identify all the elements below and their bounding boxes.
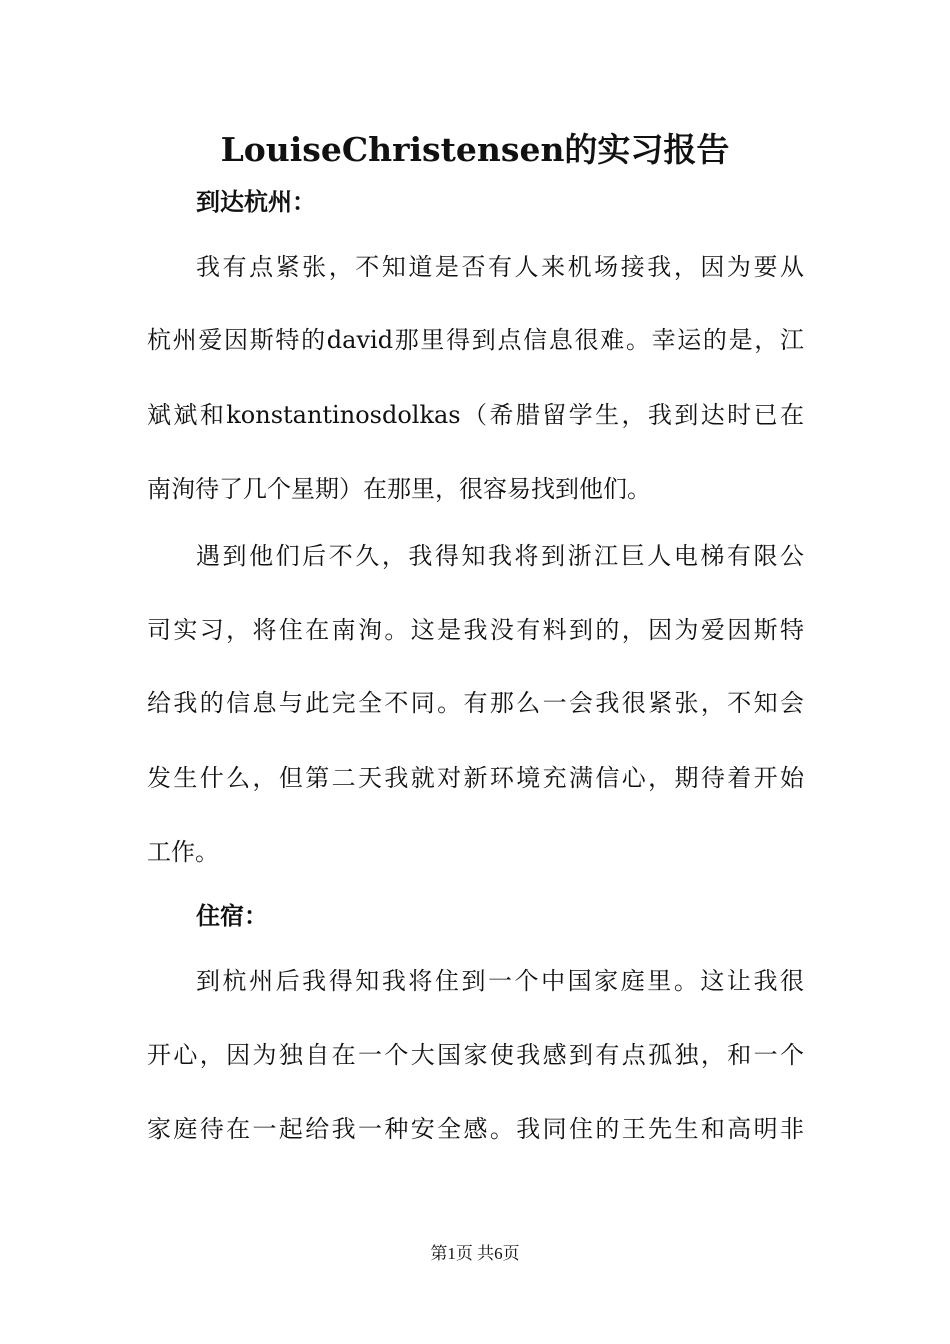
paragraph-line: 到杭州后我得知我将住到一个中国家庭里。这让我很 [196, 967, 804, 995]
paragraph-line: 杭州爱因斯特的david那里得到点信息很难。幸运的是，江 [147, 326, 804, 354]
paragraph-line: 给我的信息与此完全不同。有那么一会我很紧张，不知会 [147, 689, 804, 717]
paragraph-line: 开心，因为独自在一个大国家使我感到有点孤独，和一个 [147, 1041, 804, 1069]
paragraph-line: 司实习，将住在南洵。这是我没有料到的，因为爱因斯特 [147, 616, 804, 644]
page-footer: 第1页 共6页 [430, 1244, 520, 1263]
paragraph-line: 南洵待了几个星期）在那里，很容易找到他们。 [147, 475, 651, 503]
section-heading-arrival: 到达杭州： [196, 187, 316, 216]
paragraph-line: 遇到他们后不久，我得知我将到浙江巨人电梯有限公 [196, 542, 804, 570]
paragraph-line: 工作。 [147, 838, 219, 866]
document-title: LouiseChristensen的实习报告 [220, 130, 730, 169]
paragraph-line: 斌斌和konstantinosdolkas（希腊留学生，我到达时已在 [147, 401, 804, 429]
paragraph-line: 发生什么，但第二天我就对新环境充满信心，期待着开始 [147, 764, 804, 792]
section-heading-accommodation: 住宿： [196, 901, 268, 930]
paragraph-line: 我有点紧张，不知道是否有人来机场接我，因为要从 [196, 253, 804, 281]
paragraph-line: 家庭待在一起给我一种安全感。我同住的王先生和高明非 [147, 1115, 804, 1143]
